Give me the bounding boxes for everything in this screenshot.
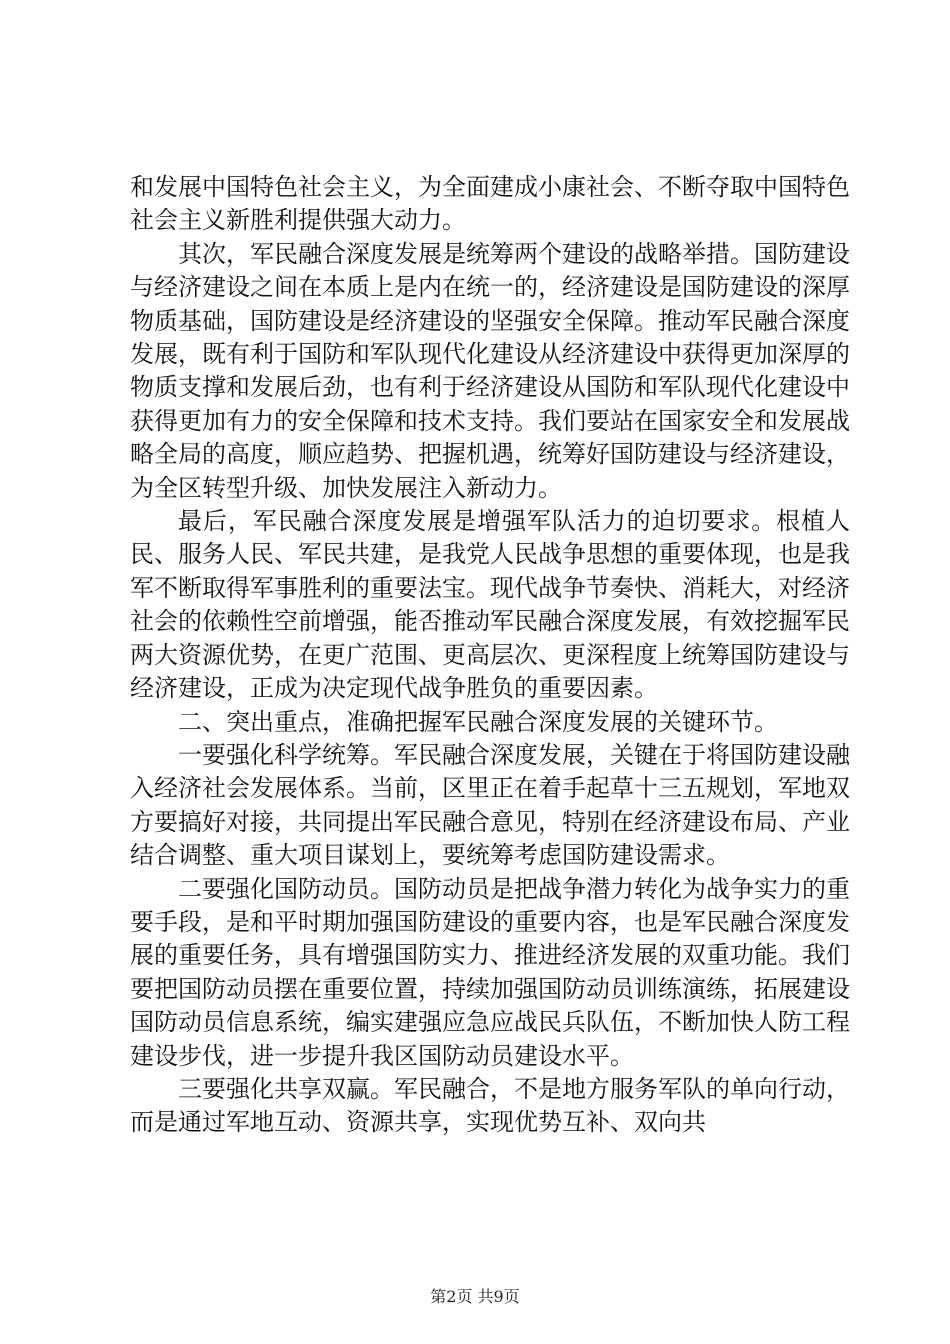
paragraph-continuation: 和发展中国特色社会主义，为全面建成小康社会、不断夺取中国特色社会主义新胜利提供强大动力。: [130, 173, 850, 235]
page-number-label: 第2页 共9页: [430, 1287, 520, 1306]
section-heading-two: 二、突出重点，准确把握军民融合深度发展的关键环节。: [178, 707, 778, 736]
paragraph-point-one: 一要强化科学统筹。军民融合深度发展，关键在于将国防建设融入经济社会发展体系。当前，区里正在着手起草十三五规划，军地双方要搞好对接，共同提出军民融合意见，特别在经济建设布局、产业结合调整、重大项目谋划上，要统筹考虑国防建设需求。: [130, 740, 850, 870]
document-body: [130, 171, 850, 1140]
paragraph-point-two: 二要强化国防动员。国防动员是把战争潜力转化为战争实力的重要手段，是和平时期加强国防建设的重要内容，也是军民融合深度发展的重要任务，具有增强国防实力、推进经济发展的双重功能。我们要把国防动员摆在重要位置，持续加强国防动员训练演练，拓展建设国防动员信息系统，编实建强应急应战民兵队伍，不断加快人防工程建设步伐，进一步提升我区国防动员建设水平。: [130, 874, 850, 1070]
page-footer: [0, 1287, 950, 1307]
paragraph-finally: 最后，军民融合深度发展是增强军队活力的迫切要求。根植人民、服务人民、军民共建，是我党人民战争思想的重要体现，也是我军不断取得军事胜利的重要法宝。现代战争节奏快、消耗大，对经济社会的依赖性空前增强，能否推动军民融合深度发展，有效挖掘军民两大资源优势，在更广范围、更高层次、更深程度上统筹国防建设与经济建设，正成为决定现代战争胜负的重要因素。: [130, 507, 850, 703]
paragraph-point-three: 三要强化共享双赢。军民融合，不是地方服务军队的单向行动，而是通过军地互动、资源共享，实现优势互补、双向共: [130, 1074, 850, 1137]
paragraph-secondly: 其次，军民融合深度发展是统筹两个建设的战略举措。国防建设与经济建设之间在本质上是内在统一的，经济建设是国防建设的深厚物质基础，国防建设是经济建设的坚强安全保障。推动军民融合深度发展，既有利于国防和军队现代化建设从经济建设中获得更加深厚的物质支撑和发展后劲，也有利于经济建设从国防和军队现代化建设中获得更加有力的安全保障和技术支持。我们要站在国家安全和发展战略全局的高度，顺应趋势、把握机遇，统筹好国防建设与经济建设，为全区转型升级、加快发展注入新动力。: [130, 239, 850, 502]
